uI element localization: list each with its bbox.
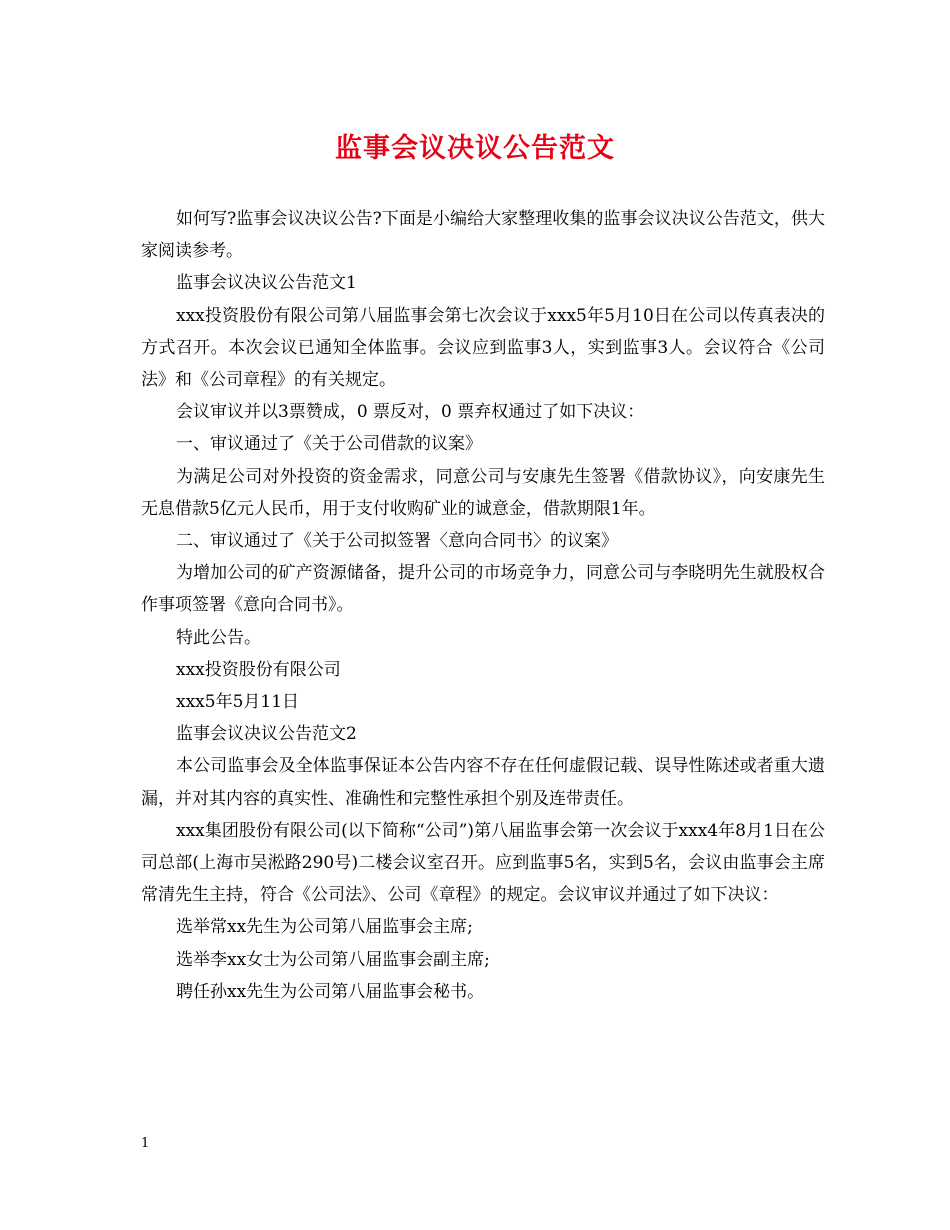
meeting-paragraph-1: xxx投资股份有限公司第八届监事会第七次会议于xxx5年5月10日在公司以传真表决的方式召开。本次会议已通知全体监事。会议应到监事3人，实到监事3人。会议符合《公司法》和《公司章程》的有关规定。 xyxy=(141,305,825,391)
resolution-heading-2: 二、审议通过了《关于公司拟签署〈意向合同书〉的议案》 xyxy=(176,531,618,552)
meeting-paragraph-2: xxx集团股份有限公司(以下简称“公司”)第八届监事会第一次会议于xxx4年8月1日在公司总部(上海市吴淞路290号)二楼会议室召开。应到监事5名，实到5名，会议由监事会主席常清先生主持，符合《公司法》、公司《章程》的规定。会议审议并通过了如下决议： xyxy=(141,820,825,906)
document-body xyxy=(141,203,825,1008)
announcement-closing: 特此公告。 xyxy=(176,627,261,648)
section-heading-1: 监事会议决议公告范文1 xyxy=(176,273,357,294)
section-heading-2: 监事会议决议公告范文2 xyxy=(176,724,357,745)
signature-date: xxx5年5月11日 xyxy=(176,692,300,713)
document-title: 监事会议决议公告范文 xyxy=(335,133,615,164)
resolution-text-1: 为满足公司对外投资的资金需求，同意公司与安康先生签署《借款协议》，向安康先生无息借款5亿元人民币，用于支付收购矿业的诚意金，借款期限1年。 xyxy=(141,466,825,519)
resolution-text-2: 为增加公司的矿产资源储备，提升公司的市场竞争力，同意公司与李晓明先生就股权合作事项签署《意向合同书》。 xyxy=(141,563,825,616)
resolution-item-2: 选举李xx女士为公司第八届监事会副主席; xyxy=(176,949,490,970)
company-signature: xxx投资股份有限公司 xyxy=(176,659,341,680)
resolution-item-1: 选举常xx先生为公司第八届监事会主席; xyxy=(176,917,473,938)
vote-paragraph: 会议审议并以3票赞成，0 票反对，0 票弃权通过了如下决议： xyxy=(176,402,645,423)
resolution-item-3: 聘任孙xx先生为公司第八届监事会秘书。 xyxy=(176,981,485,1002)
resolution-heading-1: 一、审议通过了《关于公司借款的议案》 xyxy=(176,434,482,455)
disclaimer-paragraph: 本公司监事会及全体监事保证本公告内容不存在任何虚假记载、误导性陈述或者重大遗漏，并对其内容的真实性、准确性和完整性承担个别及连带责任。 xyxy=(141,756,825,809)
intro-paragraph: 如何写?监事会议决议公告?下面是小编给大家整理收集的监事会议决议公告范文，供大家阅读参考。 xyxy=(141,209,825,262)
page-number: 1 xyxy=(141,1136,150,1151)
